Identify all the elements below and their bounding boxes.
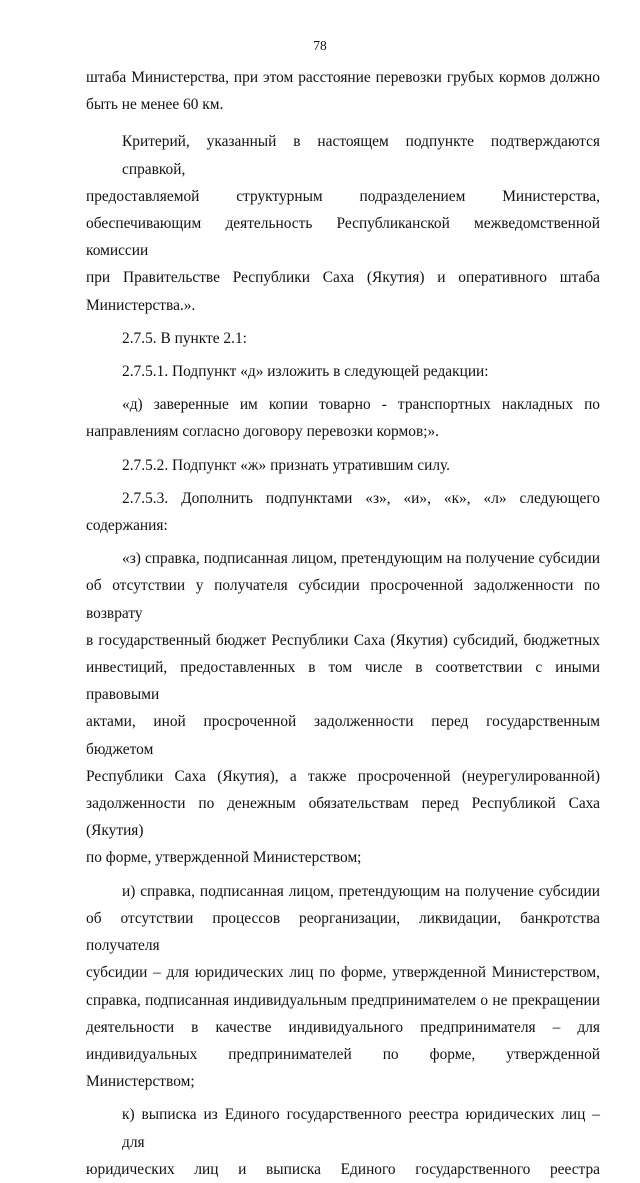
text-line: задолженности по денежным обязательствам перед Республикой Саха (Якутия) — [86, 795, 600, 840]
text-line: 2.7.5.1. Подпункт «д» изложить в следующей редакции: — [122, 363, 489, 381]
text-line: «д) заверенные им копии товарно - транспортных накладных по — [122, 396, 600, 414]
text-line: обеспечивающим деятельность Республиканской межведомственной комиссии — [86, 215, 600, 260]
text-line: содержания: — [86, 517, 168, 535]
text-line: актами, иной просроченной задолженности перед государственным бюджетом — [86, 713, 600, 758]
page-number: 78 — [313, 38, 327, 53]
paragraph-clause-2-7-5-3 — [86, 485, 600, 539]
text-line: юридических лиц и выписка Единого государственного реестра — [86, 1160, 600, 1178]
text-line: инвестиций, предоставленных в том числе в соответствии с иными правовыми — [86, 659, 600, 704]
paragraph-subclause-i — [86, 878, 600, 1096]
paragraph-continuation — [86, 64, 600, 118]
paragraph-subclause-z — [86, 545, 600, 871]
text-line: 2.7.5.2. Подпункт «ж» признать утратившим силу. — [122, 456, 451, 474]
text-line: и) справка, подписанная лицом, претендующим на получение субсидии — [122, 882, 600, 900]
text-line: Министерства.». — [86, 296, 196, 314]
paragraph-subclause-d — [86, 391, 600, 445]
text-line: быть не менее 60 км. — [86, 96, 224, 114]
text-line: об отсутствии процессов реорганизации, ликвидации, банкротства получателя — [86, 909, 600, 955]
text-line: субсидии – для юридических лиц по форме, утвержденной Министерством, — [86, 964, 600, 982]
text-line: Критерий, указанный в настоящем подпункте подтверждаются справкой, — [122, 133, 600, 178]
text-line: деятельности в качестве индивидуального предпринимателя – для — [86, 1018, 600, 1036]
paragraph-subclause-k — [86, 1101, 600, 1183]
text-line: об отсутствии у получателя субсидии просроченной задолженности по возврату — [86, 577, 600, 622]
text-line: к) выписка из Единого государственного реестра юридических лиц – для — [122, 1106, 600, 1151]
text-line: направлениям согласно договору перевозки кормов;». — [86, 423, 440, 441]
text-line: Республики Саха (Якутия), а также просроченной (неурегулированной) — [86, 767, 600, 785]
text-line: при Правительстве Республики Саха (Якутия) и оперативного штаба — [86, 269, 600, 287]
text-line: 2.7.5.3. Дополнить подпунктами «з», «и», «к», «л» следующего — [122, 489, 600, 507]
text-line: «з) справка, подписанная лицом, претендующим на получение субсидии — [122, 550, 600, 568]
paragraph-clause-2-7-5 — [86, 325, 600, 352]
text-line: в государственный бюджет Республики Саха (Якутия) субсидий, бюджетных — [86, 631, 600, 649]
text-line: справка, подписанная индивидуальным предпринимателем о не прекращении — [86, 991, 600, 1009]
text-line: штаба Министерства, при этом расстояние перевозки грубых кормов должно — [86, 69, 600, 86]
text-line: индивидуальных предпринимателей по форме, утвержденной Министерством; — [86, 1045, 600, 1091]
paragraph-criterion — [86, 128, 600, 318]
document-body — [86, 64, 600, 1183]
paragraph-clause-2-7-5-1 — [86, 358, 600, 385]
paragraph-clause-2-7-5-2 — [86, 452, 600, 479]
text-line: 2.7.5. В пункте 2.1: — [122, 329, 247, 347]
text-line: предоставляемой структурным подразделением Министерства, — [86, 187, 600, 205]
text-line: по форме, утвержденной Министерством; — [86, 849, 362, 867]
